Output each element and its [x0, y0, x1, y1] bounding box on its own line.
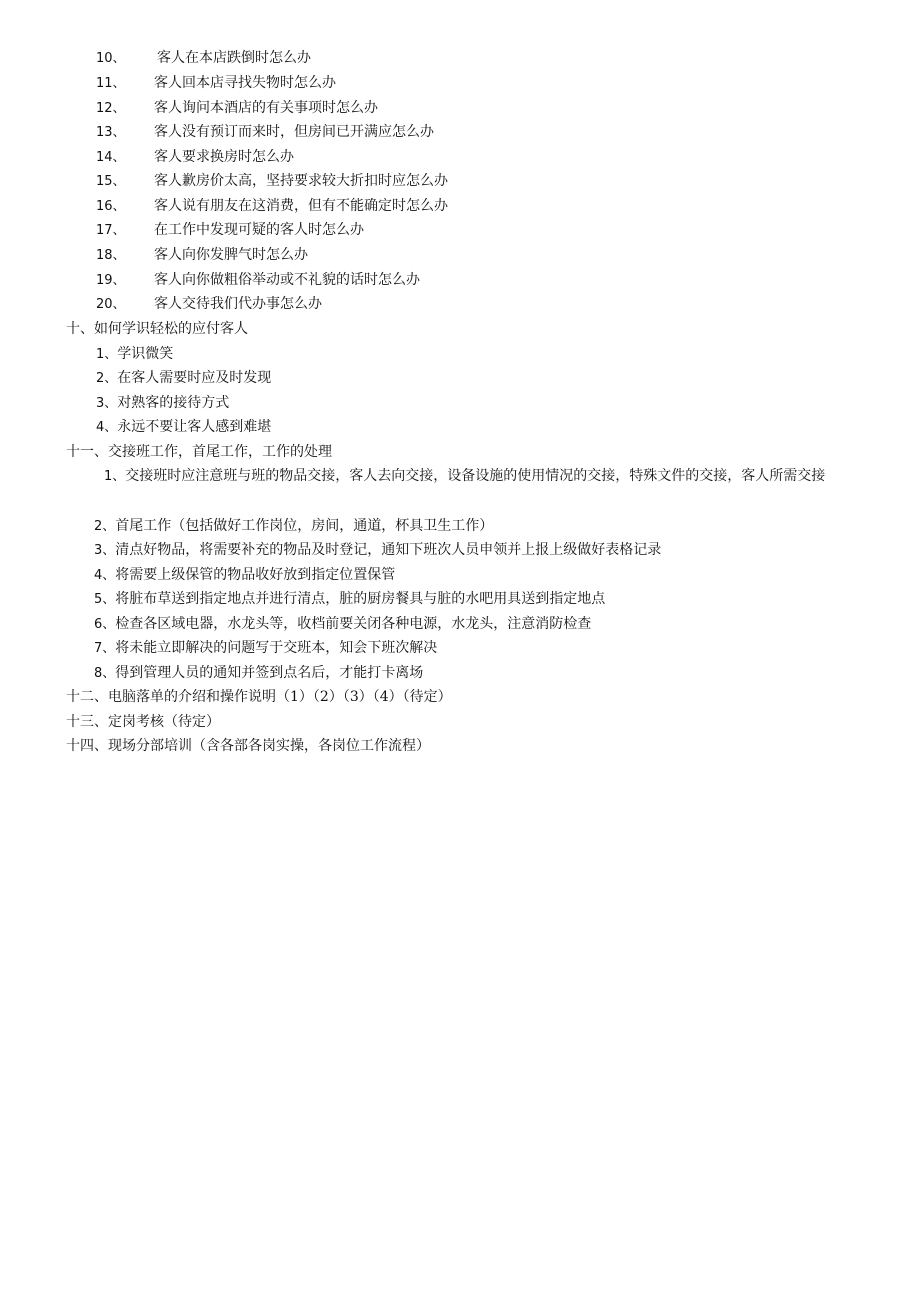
item-number: 19、: [96, 273, 126, 288]
item-text: 将脏布草送到指定地点并进行清点，脏的厨房餐具与脏的水吧用具送到指定地点: [115, 591, 606, 607]
section-11-item-2: [94, 516, 493, 537]
question-item-12: [96, 98, 378, 119]
item-text: 客人歉房价太高，坚持要求较大折扣时应怎么办: [154, 173, 448, 189]
item-number: 20、: [96, 297, 126, 312]
question-item-19: [96, 270, 420, 291]
section-11-item-3: [94, 540, 661, 561]
question-item-15: [96, 171, 448, 192]
item-text: 客人回本店寻找失物时怎么办: [154, 75, 336, 91]
item-text: 客人向你发脾气时怎么办: [154, 247, 308, 263]
section-10-heading: 十、如何学识轻松的应付客人: [66, 321, 248, 337]
question-item-13: [96, 122, 434, 143]
section-10-item-3: [96, 393, 229, 414]
item-number: 1、: [104, 469, 126, 484]
item-text: 客人询问本酒店的有关事项时怎么办: [154, 100, 378, 116]
item-number: 2、: [96, 371, 118, 386]
item-number: 16、: [96, 199, 126, 214]
item-text: 得到管理人员的通知并签到点名后，才能打卡离场: [115, 665, 424, 681]
item-text: 将需要上级保管的物品收好放到指定位置保管: [115, 567, 396, 583]
item-text: 客人向你做粗俗举动或不礼貌的话时怎么办: [154, 272, 420, 288]
section-11-item-8: [94, 663, 423, 684]
section-11-item-6: [94, 614, 591, 635]
item-number: 17、: [96, 223, 126, 238]
section-12-heading: 十二、电脑落单的介绍和操作说明（1）（2）（3）（4）（待定）: [66, 689, 452, 705]
section-13-heading: 十三、定岗考核（待定）: [66, 714, 220, 730]
item-number: 2、: [94, 519, 116, 534]
item-number: 1、: [96, 347, 118, 362]
item-text: 永远不要让客人感到难堪: [117, 419, 272, 435]
item-number: 5、: [94, 592, 116, 607]
question-item-20: [96, 294, 322, 315]
item-text: 检查各区域电器，水龙头等，收档前要关闭各种电源，水龙头，注意消防检查: [115, 616, 592, 632]
section-11-item-1: [96, 465, 856, 488]
item-text: 将未能立即解决的问题写于交班本，知会下班次解决: [115, 640, 438, 656]
item-number: 6、: [94, 617, 116, 632]
item-number: 3、: [94, 543, 116, 558]
item-text: 客人在本店跌倒时怎么办: [157, 50, 311, 66]
item-number: 7、: [94, 641, 116, 656]
item-number: 15、: [96, 174, 126, 189]
item-number: 14、: [96, 150, 126, 165]
item-number: 18、: [96, 248, 126, 263]
question-item-17: [96, 220, 364, 241]
item-text: 客人交待我们代办事怎么办: [154, 296, 322, 312]
section-10-item-2: [96, 368, 271, 389]
question-item-14: [96, 147, 294, 168]
section-11-item-5: [94, 589, 605, 610]
item-number: 12、: [96, 101, 126, 116]
item-text: 客人没有预订而来时，但房间已开满应怎么办: [154, 124, 434, 140]
question-item-10: [96, 48, 311, 69]
section-10-item-4: [96, 417, 271, 438]
item-text: 对熟客的接待方式: [117, 395, 230, 411]
section-10-item-1: [96, 344, 173, 365]
item-number: 13、: [96, 125, 126, 140]
item-number: 10、: [96, 51, 126, 66]
item-text: 首尾工作（包括做好工作岗位，房间，通道，杯具卫生工作）: [115, 518, 494, 534]
item-text: 交接班时应注意班与班的物品交接，客人去向交接，设备设施的使用情况的交接，特殊文件的交接，客人所需交接: [125, 468, 826, 484]
item-text: 客人要求换房时怎么办: [154, 149, 294, 165]
question-item-11: [96, 73, 336, 94]
item-text: 清点好物品，将需要补充的物品及时登记，通知下班次人员申领并上报上级做好表格记录: [115, 542, 662, 558]
section-11-heading: 十一、交接班工作，首尾工作，工作的处理: [66, 444, 332, 460]
item-number: 3、: [96, 396, 118, 411]
item-text: 学识微笑: [117, 346, 174, 362]
item-number: 4、: [96, 420, 118, 435]
item-number: 8、: [94, 666, 116, 681]
section-11-item-7: [94, 638, 437, 659]
item-text: 在客人需要时应及时发现: [117, 370, 272, 386]
item-number: 11、: [96, 76, 126, 91]
section-14-heading: 十四、现场分部培训（含各部各岗实操，各岗位工作流程）: [66, 738, 430, 754]
item-text: 客人说有朋友在这消费，但有不能确定时怎么办: [154, 198, 448, 214]
question-item-18: [96, 245, 308, 266]
item-number: 4、: [94, 568, 116, 583]
section-11-item-4: [94, 565, 395, 586]
item-text: 在工作中发现可疑的客人时怎么办: [154, 222, 364, 238]
question-item-16: [96, 196, 448, 217]
